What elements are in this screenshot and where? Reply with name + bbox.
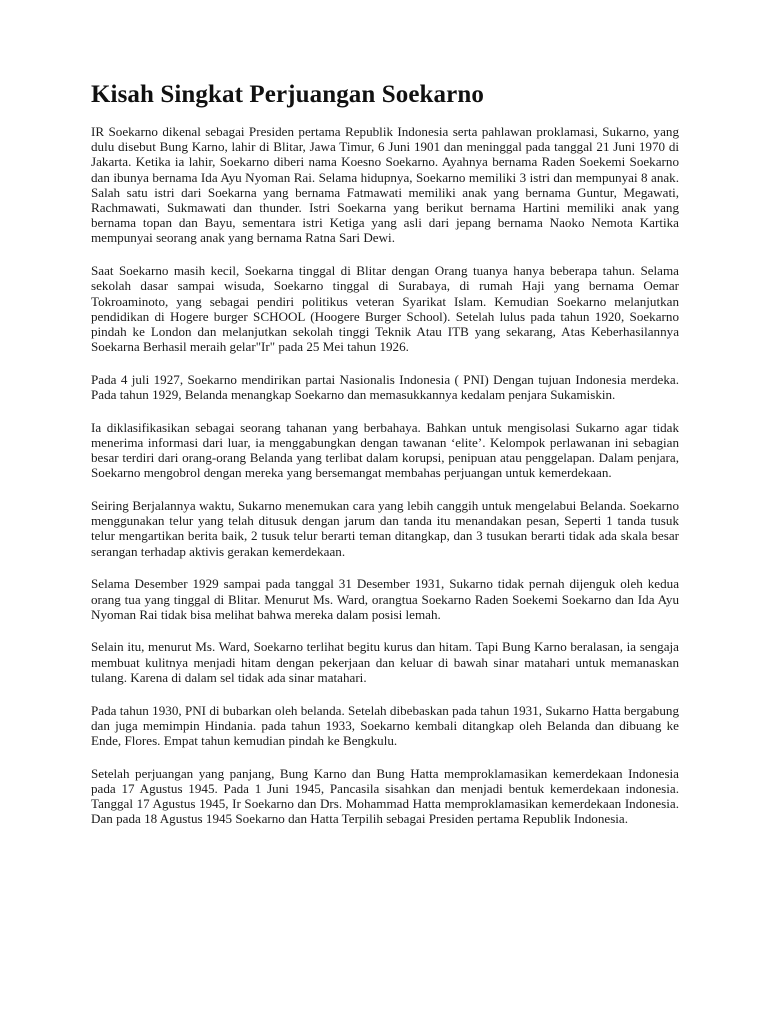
- paragraph-4: Ia diklasifikasikan sebagai seorang tahanan yang berbahaya. Bahkan untuk mengisolasi Sukarno agar tidak menerima informasi dari luar, ia menggabungkan dengan tawanan ‘elite’. Kelompok perlawanan ini sebagian besar terdiri dari orang-orang Belanda yang terlibat dalam korupsi, penipuan atau penggelapan. Dalam penjara, Soekarno mengobrol dengan mereka yang bersemangat membahas perjuangan untuk kemerdekaan.: [91, 419, 679, 481]
- paragraph-3: Pada 4 juli 1927, Soekarno mendirikan partai Nasionalis Indonesia ( PNI) Dengan tujuan Indonesia merdeka. Pada tahun 1929, Belanda menangkap Soekarno dan memasukkannya kedalam penjara Sukamiskin.: [91, 371, 679, 403]
- paragraph-6: Selama Desember 1929 sampai pada tanggal 31 Desember 1931, Sukarno tidak pernah dijenguk oleh kedua orang tua yang tinggal di Blitar. Menurut Ms. Ward, orangtua Soekarno Raden Soekemi Soekarno dan Ida Ayu Nyoman Rai tidak bisa melihat bahwa mereka dalam posisi lemah.: [91, 576, 679, 622]
- paragraph-5: Seiring Berjalannya waktu, Sukarno menemukan cara yang lebih canggih untuk mengelabui Belanda. Soekarno menggunakan telur yang telah ditusuk dengan jarum dan tanda itu menandakan pesan, Seperti 1 tanda tusuk telur mengartikan berita baik, 2 tusuk telur berarti teman ditangkap, dan 3 tusukan berarti tidak ada skala besar serangan terhadap aktivis gerakan kemerdekaan.: [91, 498, 679, 559]
- paragraph-9: Setelah perjuangan yang panjang, Bung Karno dan Bung Hatta memproklamasikan kemerdekaan Indonesia pada 17 Agustus 1945. Pada 1 Juni 1945, Pancasila sisahkan dan menjadi bentuk kemerdekaan indonesia. Tanggal 17 Agustus 1945, Ir Soekarno dan Drs. Mohammad Hatta memproklamasikan kemerdekaan Indonesia. Dan pada 18 Agustus 1945 Soekarno dan Hatta Terpilih sebagai Presiden pertama Republik Indonesia.: [91, 765, 679, 827]
- paragraph-1: IR Soekarno dikenal sebagai Presiden pertama Republik Indonesia serta pahlawan proklamasi, Sukarno, yang dulu disebut Bung Karno, lahir di Blitar, Jawa Timur, 6 Juni 1901 dan meninggal pada tanggal 21 Juni 1970 di Jakarta. Ketika ia lahir, Soekarno diberi nama Koesno Soekarno. Ayahnya bernama Raden Soekemi Soekarno dan ibunya bernama Ida Ayu Nyoman Rai. Selama hidupnya, Soekarno memiliki 3 istri dan mempunyai 8 anak. Salah satu istri dari Soekarna yang bernama Fatmawati memiliki anak yang bernama Guntur, Megawati, Rachmawati, Sukmawati dan thunder. Istri Soekarna yang berikut bernama Hartini memiliki anak yang bernama topan dan Bayu, sementara istri Ketiga yang asli dari jepang bernama Naoko Nemota Kartika mempunyai seorang anak yang bernama Ratna Sari Dewi.: [91, 124, 679, 246]
- document-title: Kisah Singkat Perjuangan Soekarno: [91, 81, 484, 108]
- paragraph-8: Pada tahun 1930, PNI di bubarkan oleh belanda. Setelah dibebaskan pada tahun 1931, Sukarno Hatta bergabung dan juga memimpin Hindania. pada tahun 1933, Soekarno kembali ditangkap oleh Belanda dan dibuang ke Ende, Flores. Empat tahun kemudian pindah ke Bengkulu.: [91, 702, 679, 748]
- paragraph-7: Selain itu, menurut Ms. Ward, Soekarno terlihat begitu kurus dan hitam. Tapi Bung Karno beralasan, ia sengaja membuat kulitnya menjadi hitam dengan pekerjaan dan keluar di bawah sinar matahari untuk memanaskan tulang. Karena di dalam sel tidak ada sinar matahari.: [91, 639, 679, 685]
- document-body: [91, 80, 679, 844]
- paragraph-2: Saat Soekarno masih kecil, Soekarna tinggal di Blitar dengan Orang tuanya hanya beberapa tahun. Selama sekolah dasar sampai wisuda, Soekarno tinggal di Surabaya, di rumah Haji yang bernama Oemar Tokroaminoto, yang sebagai pendiri politikus veteran Syarikat Islam. Kemudian Soekarno melanjutkan pendidikan di Hogere burger SCHOOL (Hoogere Burger School). Setelah lulus pada tahun 1920, Soekarno pindah ke London dan melanjutkan sekolah tinggi Teknik Atau ITB yang sekarang, Atas Keberhasilannya Soekarna Berhasil meraih gelar"Ir" pada 25 Mei tahun 1926.: [91, 263, 679, 355]
